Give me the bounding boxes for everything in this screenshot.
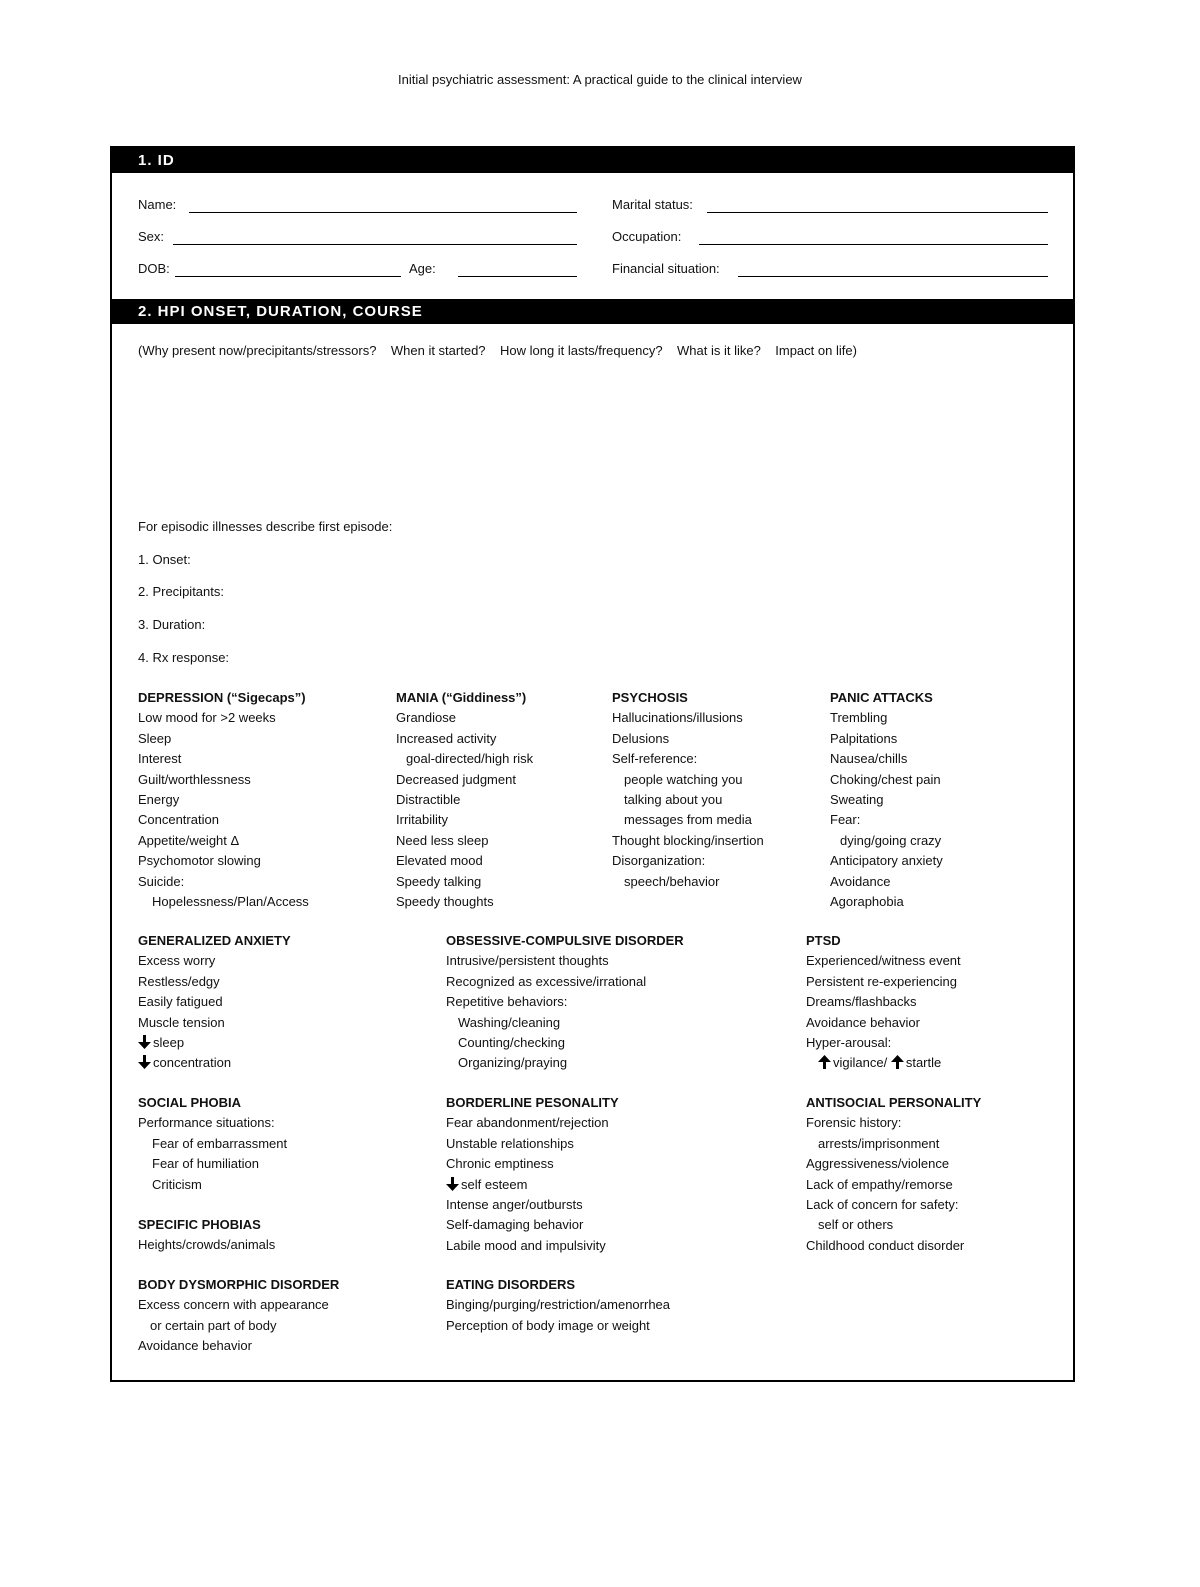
list-item: arrests/imprisonment <box>818 1135 940 1151</box>
list-item: Distractible <box>396 792 461 808</box>
psychosis-block <box>612 688 764 892</box>
list-item: Washing/cleaning <box>458 1014 561 1030</box>
assessment-form <box>110 146 1075 1382</box>
list-item: goal-directed/high risk <box>406 751 534 767</box>
section-header-hpi: 2. HPI ONSET, DURATION, COURSE <box>112 299 1073 324</box>
list-item: Self-damaging behavior <box>446 1217 584 1233</box>
list-item: self or others <box>818 1217 894 1233</box>
page-title: Initial psychiatric assessment: A practical guide to the clinical interview <box>398 72 802 87</box>
list-item: Hopelessness/Plan/Access <box>152 894 309 910</box>
list-item: Excess concern with appearance <box>138 1297 329 1313</box>
list-item: self esteem <box>446 1175 619 1195</box>
section-header-id: 1. ID <box>112 148 1073 173</box>
list-item: Unstable relationships <box>446 1135 574 1151</box>
list-item: Low mood for >2 weeks <box>138 710 276 726</box>
list-item: Binging/purging/restriction/amenorrhea <box>446 1297 671 1313</box>
depression-title: DEPRESSION (“Sigecaps”) <box>138 690 306 705</box>
list-item: Aggressiveness/violence <box>806 1156 950 1172</box>
arrow-down-icon <box>446 1177 459 1191</box>
list-item: Suicide: <box>138 873 185 889</box>
episodic-intro: For episodic illnesses describe first episode: <box>138 519 393 534</box>
list-item: Fear of embarrassment <box>152 1135 288 1151</box>
episodic-onset: 1. Onset: <box>138 552 191 567</box>
list-item: Counting/checking <box>458 1035 565 1051</box>
name-label: Name: <box>138 197 177 212</box>
arrow-down-icon <box>138 1035 151 1049</box>
gad-title: GENERALIZED ANXIETY <box>138 933 291 948</box>
panic-block <box>830 688 943 912</box>
list-item: Dreams/flashbacks <box>806 994 917 1010</box>
financial-situation-field[interactable] <box>738 276 1048 277</box>
gad-block <box>138 931 291 1074</box>
list-item: Avoidance behavior <box>138 1338 252 1354</box>
list-item: Speedy thoughts <box>396 894 494 910</box>
eating-disorders-block <box>446 1275 670 1336</box>
financial-situation-label: Financial situation: <box>612 261 720 276</box>
borderline-block <box>446 1093 619 1256</box>
list-item: sleep <box>138 1033 291 1053</box>
hpi-prompt: (Why present now/precipitants/stressors? When it started? How long it lasts/frequency? What is it like? Impact on life) <box>138 343 857 358</box>
antisocial-block <box>806 1093 981 1256</box>
list-item: Guilt/worthlessness <box>138 771 251 787</box>
hpi-notes-area[interactable] <box>138 366 1048 516</box>
list-item: talking about you <box>624 792 723 808</box>
specific-phobias-title: SPECIFIC PHOBIAS <box>138 1217 261 1233</box>
list-item: Hyper-arousal: <box>806 1035 892 1051</box>
list-item: Hallucinations/illusions <box>612 710 743 726</box>
list-item: Energy <box>138 792 180 808</box>
depression-block <box>138 688 309 912</box>
list-item: Fear: <box>830 812 861 828</box>
list-item: Labile mood and impulsivity <box>446 1237 606 1253</box>
list-item: Excess worry <box>138 953 216 969</box>
age-label: Age: <box>409 261 436 276</box>
list-item: Sleep <box>138 730 172 746</box>
list-item: Irritability <box>396 812 449 828</box>
dob-label: DOB: <box>138 261 170 276</box>
list-item: vigilance/ startle <box>806 1053 961 1073</box>
list-item: Restless/edgy <box>138 973 220 989</box>
mania-block <box>396 688 533 912</box>
age-field[interactable] <box>458 276 577 277</box>
list-item: Lack of empathy/remorse <box>806 1176 953 1192</box>
ocd-block <box>446 931 684 1074</box>
arrow-down-icon <box>138 1055 151 1069</box>
marital-status-label: Marital status: <box>612 197 693 212</box>
name-field[interactable] <box>189 212 577 213</box>
list-item: speech/behavior <box>624 873 720 889</box>
list-item: Disorganization: <box>612 853 706 869</box>
list-item: Decreased judgment <box>396 771 516 787</box>
list-item: Nausea/chills <box>830 751 908 767</box>
list-item: Chronic emptiness <box>446 1156 554 1172</box>
sex-field[interactable] <box>173 244 577 245</box>
occupation-label: Occupation: <box>612 229 682 244</box>
arrow-up-icon <box>818 1055 831 1069</box>
list-item: Easily fatigued <box>138 994 223 1010</box>
marital-status-field[interactable] <box>707 212 1048 213</box>
psychosis-title: PSYCHOSIS <box>612 690 688 705</box>
list-item: Agoraphobia <box>830 894 904 910</box>
arrow-up-icon <box>891 1055 904 1069</box>
list-item: Performance situations: <box>138 1115 275 1131</box>
panic-title: PANIC ATTACKS <box>830 690 933 705</box>
list-item: Fear of humiliation <box>152 1156 259 1172</box>
bdd-title: BODY DYSMORPHIC DISORDER <box>138 1277 340 1292</box>
list-item: Avoidance behavior <box>806 1014 920 1030</box>
list-item: Self-reference: <box>612 751 698 767</box>
antisocial-title: ANTISOCIAL PERSONALITY <box>806 1095 982 1110</box>
episodic-duration: 3. Duration: <box>138 617 206 632</box>
list-item: Perception of body image or weight <box>446 1317 650 1333</box>
list-item: Interest <box>138 751 182 767</box>
episodic-rx-response: 4. Rx response: <box>138 650 230 665</box>
list-item: Avoidance <box>830 873 891 889</box>
list-item: Intrusive/persistent thoughts <box>446 953 609 969</box>
list-item: Criticism <box>152 1176 202 1192</box>
list-item: Repetitive behaviors: <box>446 994 568 1010</box>
list-item: Grandiose <box>396 710 456 726</box>
list-item: Persistent re-experiencing <box>806 973 958 989</box>
list-item: Elevated mood <box>396 853 483 869</box>
sex-label: Sex: <box>138 229 165 244</box>
ptsd-title: PTSD <box>806 933 841 948</box>
list-item: Lack of concern for safety: <box>806 1197 959 1213</box>
list-item: messages from media <box>624 812 752 828</box>
list-item: Heights/crowds/animals <box>138 1237 276 1253</box>
list-item: Delusions <box>612 730 670 746</box>
list-item: Trembling <box>830 710 888 726</box>
list-item: Palpitations <box>830 730 898 746</box>
list-item: Appetite/weight Δ <box>138 832 240 848</box>
mania-title: MANIA (“Giddiness”) <box>396 690 527 705</box>
list-item: Organizing/praying <box>458 1055 568 1071</box>
dob-field[interactable] <box>175 276 401 277</box>
list-item: Concentration <box>138 812 219 828</box>
borderline-title: BORDERLINE PESONALITY <box>446 1095 619 1110</box>
bdd-block <box>138 1275 339 1357</box>
list-item: Sweating <box>830 792 884 808</box>
list-item: Speedy talking <box>396 873 482 889</box>
list-item: Thought blocking/insertion <box>612 832 764 848</box>
list-item: concentration <box>138 1053 291 1073</box>
ocd-title: OBSESSIVE-COMPULSIVE DISORDER <box>446 933 684 948</box>
list-item: Fear abandonment/rejection <box>446 1115 609 1131</box>
episodic-precipitants: 2. Precipitants: <box>138 584 224 599</box>
list-item: Recognized as excessive/irrational <box>446 973 647 989</box>
list-item: Forensic history: <box>806 1115 902 1131</box>
social-phobia-title: SOCIAL PHOBIA <box>138 1095 242 1110</box>
list-item: Experienced/witness event <box>806 953 961 969</box>
eating-disorders-title: EATING DISORDERS <box>446 1277 576 1292</box>
ptsd-block <box>806 931 961 1074</box>
list-item: Choking/chest pain <box>830 771 941 787</box>
list-item: Increased activity <box>396 730 497 746</box>
list-item: Need less sleep <box>396 832 489 848</box>
list-item: people watching you <box>624 771 743 787</box>
list-item: Intense anger/outbursts <box>446 1197 583 1213</box>
list-item: dying/going crazy <box>840 832 942 848</box>
list-item: Psychomotor slowing <box>138 853 261 869</box>
occupation-field[interactable] <box>699 244 1048 245</box>
list-item: or certain part of body <box>150 1317 277 1333</box>
list-item: Muscle tension <box>138 1014 225 1030</box>
social-phobia-block <box>138 1093 287 1256</box>
list-item: Anticipatory anxiety <box>830 853 943 869</box>
list-item: Childhood conduct disorder <box>806 1237 965 1253</box>
